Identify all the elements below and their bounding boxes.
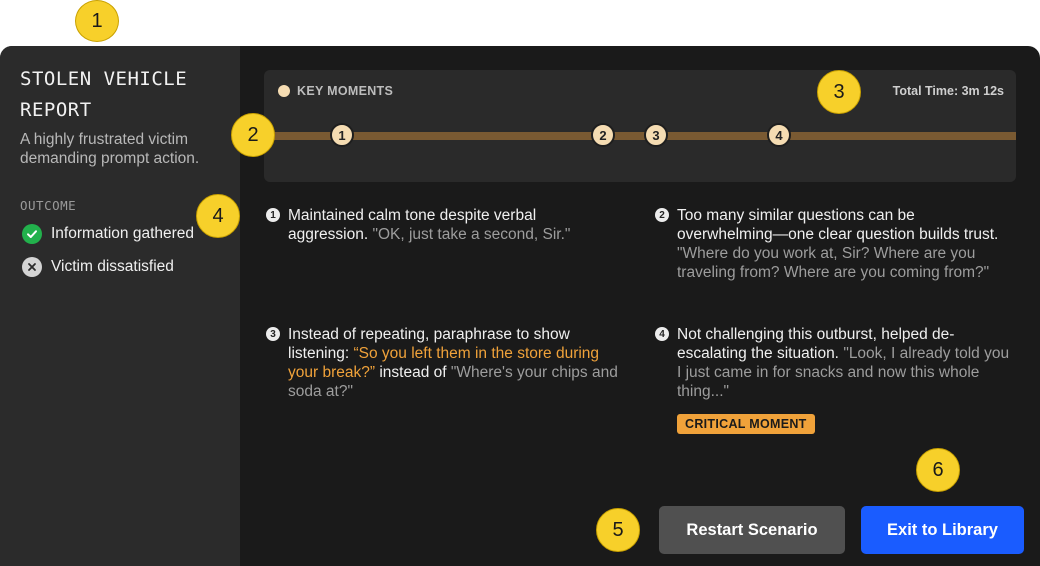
timeline-track xyxy=(264,132,1016,140)
moment-quote: "Look, I already told you I just came in for snacks and now this whole thing..." xyxy=(677,345,1010,400)
callout-number: 3 xyxy=(833,80,845,103)
moment-4 xyxy=(659,325,1012,401)
callout-number: 4 xyxy=(212,204,224,227)
moment-text: Instead of repeating, paraphrase to show listening: xyxy=(288,326,570,362)
exit-to-library-button[interactable]: Exit to Library xyxy=(861,506,1024,554)
callout-number: 6 xyxy=(932,458,944,481)
scenario-description: A highly frustrated victim demanding prompt action. xyxy=(20,131,200,167)
callout-number: 1 xyxy=(91,9,103,32)
scenario-summary-panel xyxy=(0,46,1040,566)
timeline-marker-4[interactable]: 4 xyxy=(767,123,791,147)
key-moments-label xyxy=(278,84,393,98)
callout-4 xyxy=(196,194,240,238)
critical-moment-badge: CRITICAL MOMENT xyxy=(677,414,815,434)
moment-number-badge: 1 xyxy=(266,208,280,222)
sidebar xyxy=(0,46,240,566)
outcome-item-information-gathered xyxy=(22,224,194,244)
callout-number: 2 xyxy=(247,123,259,146)
moment-text: Not challenging this outburst, helped de-escalating the situation. xyxy=(677,326,955,362)
restart-scenario-button[interactable]: Restart Scenario xyxy=(659,506,845,554)
total-time: Total Time: 3m 12s xyxy=(892,84,1004,98)
moment-text-after: instead of xyxy=(379,364,447,381)
moment-text: Too many similar questions can be overwhelming—one clear question builds trust. xyxy=(677,207,999,243)
callout-6 xyxy=(916,448,960,492)
moment-quote: "Where do you work at, Sir? Where are you traveling from? Where are you coming from?" xyxy=(677,245,990,281)
callout-1 xyxy=(75,0,119,42)
moment-1 xyxy=(270,206,608,244)
moment-number-badge: 3 xyxy=(266,327,280,341)
timeline-marker-3[interactable]: 3 xyxy=(644,123,668,147)
callout-2 xyxy=(231,113,275,157)
outcome-item-label: Victim dissatisfied xyxy=(51,258,174,275)
callout-number: 5 xyxy=(612,518,624,541)
moment-quote: "OK, just take a second, Sir." xyxy=(372,226,571,243)
outcome-item-victim-dissatisfied xyxy=(22,257,174,277)
outcome-label: OUTCOME xyxy=(20,198,77,213)
moment-number-badge: 2 xyxy=(655,208,669,222)
moment-3 xyxy=(270,325,633,401)
dot-icon xyxy=(278,85,290,97)
key-moments-text: KEY MOMENTS xyxy=(297,84,394,98)
moment-text: Maintained calm tone despite verbal aggression. xyxy=(288,207,537,243)
timeline-marker-2[interactable]: 2 xyxy=(591,123,615,147)
moment-2 xyxy=(659,206,1012,282)
moment-number-badge: 4 xyxy=(655,327,669,341)
scenario-title: STOLEN VEHICLE REPORT xyxy=(20,68,188,121)
check-circle-icon xyxy=(22,224,42,244)
callout-3 xyxy=(817,70,861,114)
callout-5 xyxy=(596,508,640,552)
x-circle-icon xyxy=(22,257,42,277)
timeline-marker-1[interactable]: 1 xyxy=(330,123,354,147)
outcome-item-label: Information gathered xyxy=(51,225,195,242)
moment-quote: "Where's your chips and soda at?" xyxy=(288,364,618,400)
moment-highlight-quote: “So you left them in the store during your break?” xyxy=(288,345,600,381)
key-moments-timeline xyxy=(264,70,1016,182)
